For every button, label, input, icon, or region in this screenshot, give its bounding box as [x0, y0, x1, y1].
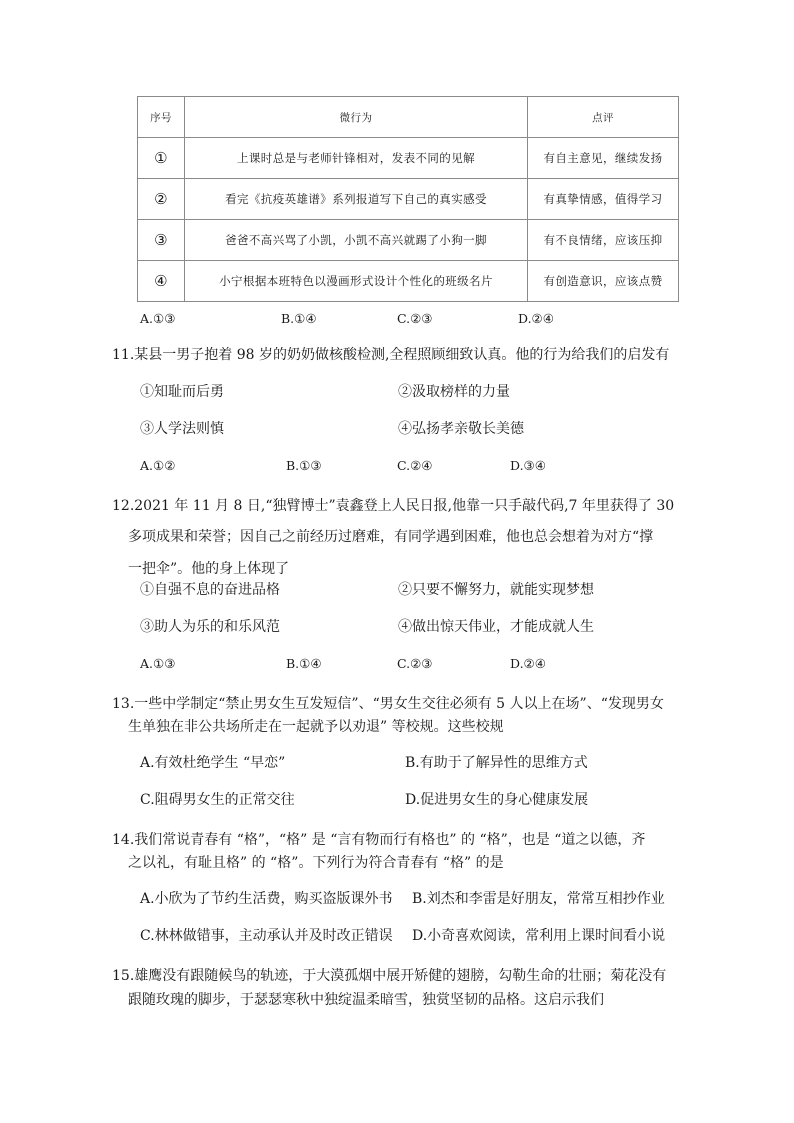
q12-item-3: ③助人为乐的和乐风范 [140, 619, 280, 635]
question-12 [112, 491, 682, 521]
q11-answer-a: A.①② [140, 458, 176, 473]
q14-option-d: D.小奇喜欢阅读，常利用上课时间看小说 [412, 928, 666, 944]
row-action: 上课时总是与老师针锋相对，发表不同的见解 [185, 138, 528, 179]
question-line: 之以礼，有耻且格” 的 “格”。下列行为符合青春有 “格” 的是 [128, 855, 504, 871]
q12-answer-d: D.②④ [510, 656, 546, 671]
q11-item-4: ④弘扬孝亲敬长美德 [398, 421, 524, 437]
q14-option-b: B.刘杰和李雷是好朋友，常常互相抄作业 [412, 891, 665, 907]
q13-option-b: B.有助于了解异性的思维方式 [405, 755, 588, 771]
q12-item-1: ①自强不息的奋进品格 [140, 582, 280, 598]
q12-item-2: ②只要不懈努力，就能实现梦想 [398, 582, 594, 598]
q12-answer-a: A.①③ [140, 656, 176, 671]
q11-answer-b: B.①③ [286, 458, 322, 473]
table-row [138, 220, 679, 261]
table-answer-c: C.②③ [397, 311, 433, 326]
row-action: 爸爸不高兴骂了小凯，小凯不高兴就踢了小狗一脚 [185, 220, 528, 261]
question-11 [112, 340, 682, 370]
q13-option-a: A.有效杜绝学生 “早恋” [140, 755, 286, 771]
question-15-cont [128, 985, 688, 1015]
table-answer-d: D.②④ [518, 311, 554, 326]
q11-answer-d: D.③④ [510, 458, 546, 473]
q12-answer-c: C.②③ [397, 656, 433, 671]
row-comment: 有创造意识，应该点赞 [528, 261, 679, 302]
q13-option-c: C.阻碍男女生的正常交往 [140, 792, 295, 808]
q12-answer-b: B.①④ [286, 656, 322, 671]
row-action: 小宁根据本班特色以漫画形式设计个性化的班级名片 [185, 261, 528, 302]
q11-item-2: ②汲取榜样的力量 [398, 384, 510, 400]
row-number: ④ [138, 261, 185, 302]
behavior-table [137, 96, 679, 302]
table-row [138, 179, 679, 220]
q13-option-d: D.促进男女生的身心健康发展 [405, 792, 589, 808]
q11-item-1: ①知耻而后勇 [140, 384, 224, 400]
header-no: 序号 [138, 97, 185, 138]
question-line: 12.2021 年 11 月 8 日,“独臂博士”袁鑫登上人民日报,他靠一只手敲代码,7 年里获得了 30 [112, 498, 675, 514]
question-line: 15.雄鹰没有跟随候鸟的轨迹，于大漠孤烟中展开矫健的翅膀，勾勒生命的壮丽；菊花没有 [112, 968, 667, 984]
row-number: ③ [138, 220, 185, 261]
question-13-cont [128, 712, 688, 742]
q11-item-3: ③人学法则慎 [140, 421, 224, 437]
table-row [138, 138, 679, 179]
table-header-row [138, 97, 679, 138]
question-line: 14.我们常说青春有 “格”，“格” 是 “言有物而行有格也” 的 “格”，也是 “道之以德，齐 [112, 832, 646, 848]
table-answer-a: A.①③ [140, 311, 176, 326]
question-line: 多项成果和荣誉；因自己之前经历过磨难，有同学遇到困难，他也总会想着为对方“撑 [128, 529, 654, 545]
row-comment: 有真挚情感，值得学习 [528, 179, 679, 220]
question-line: 生单独在非公共场所走在一起就予以劝退” 等校规。这些校规 [128, 719, 504, 735]
q14-option-c: C.林林做错事，主动承认并及时改正错误 [140, 928, 393, 944]
question-14-cont [128, 848, 688, 878]
row-comment: 有不良情绪，应该压抑 [528, 220, 679, 261]
question-stem: 11.某县一男子抱着 98 岁的奶奶做核酸检测,全程照顾细致认真。他的行为给我们的启发有 [112, 347, 670, 363]
q12-item-4: ④做出惊天伟业，才能成就人生 [398, 619, 594, 635]
row-action: 看完《抗疫英雄谱》系列报道写下自己的真实感受 [185, 179, 528, 220]
header-comment: 点评 [528, 97, 679, 138]
table-row [138, 261, 679, 302]
question-line: 一把伞”。他的身上体现了 [128, 561, 290, 577]
row-comment: 有自主意见，继续发扬 [528, 138, 679, 179]
question-12-cont [128, 522, 688, 584]
header-action: 微行为 [185, 97, 528, 138]
question-line: 13.一些中学制定“禁止男女生互发短信”、“男女生交往必须有 5 人以上在场”、“发现男女 [112, 696, 664, 712]
table-answer-b: B.①④ [281, 311, 317, 326]
row-number: ① [138, 138, 185, 179]
row-number: ② [138, 179, 185, 220]
q14-option-a: A.小欣为了节约生活费，购买盗版课外书 [140, 891, 393, 907]
question-line: 跟随玫瑰的脚步，于瑟瑟寒秋中独绽温柔暗雪，独赏坚韧的品格。这启示我们 [128, 992, 604, 1008]
q11-answer-c: C.②④ [397, 458, 433, 473]
